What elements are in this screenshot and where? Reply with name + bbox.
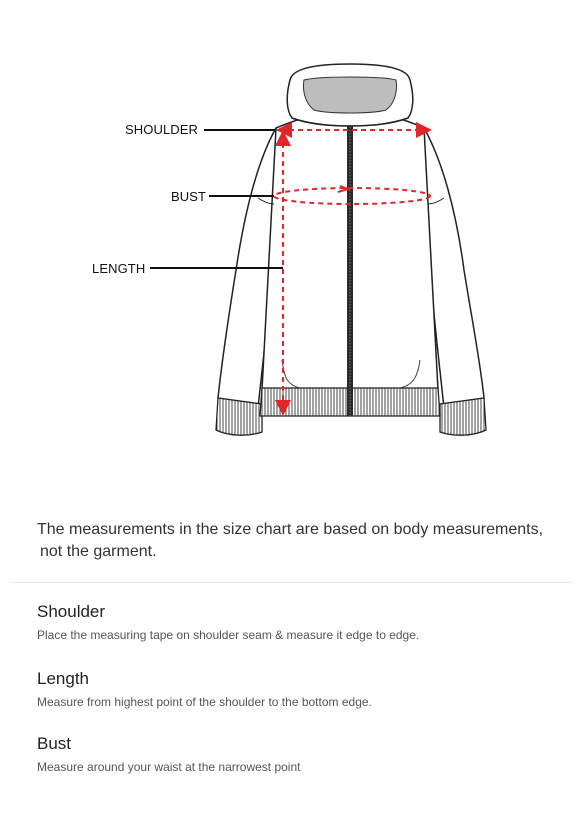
hoodie-body: [258, 112, 444, 416]
length-description: Measure from highest point of the shoulder to the bottom edge.: [37, 695, 372, 709]
shoulder-title: Shoulder: [37, 602, 106, 621]
note-line-1: The measurements in the size chart are based on body measurements,: [37, 521, 544, 538]
bust-title: Bust: [37, 734, 72, 753]
length-section: [37, 668, 372, 711]
bust-section: [37, 733, 300, 776]
bust-description: Measure around your waist at the narrowest point: [37, 760, 301, 774]
shoulder-description: Place the measuring tape on shoulder seam & measure it edge to edge.: [37, 628, 420, 642]
hood: [287, 64, 413, 126]
shoulder-section: [37, 601, 419, 644]
divider: [10, 582, 572, 583]
shoulder-label: SHOULDER: [125, 122, 199, 137]
length-title: Length: [37, 669, 89, 688]
bust-label: BUST: [171, 189, 207, 204]
note-line-2: not the garment.: [40, 543, 157, 560]
measurement-note: [37, 519, 557, 563]
length-label: LENGTH: [92, 261, 146, 276]
